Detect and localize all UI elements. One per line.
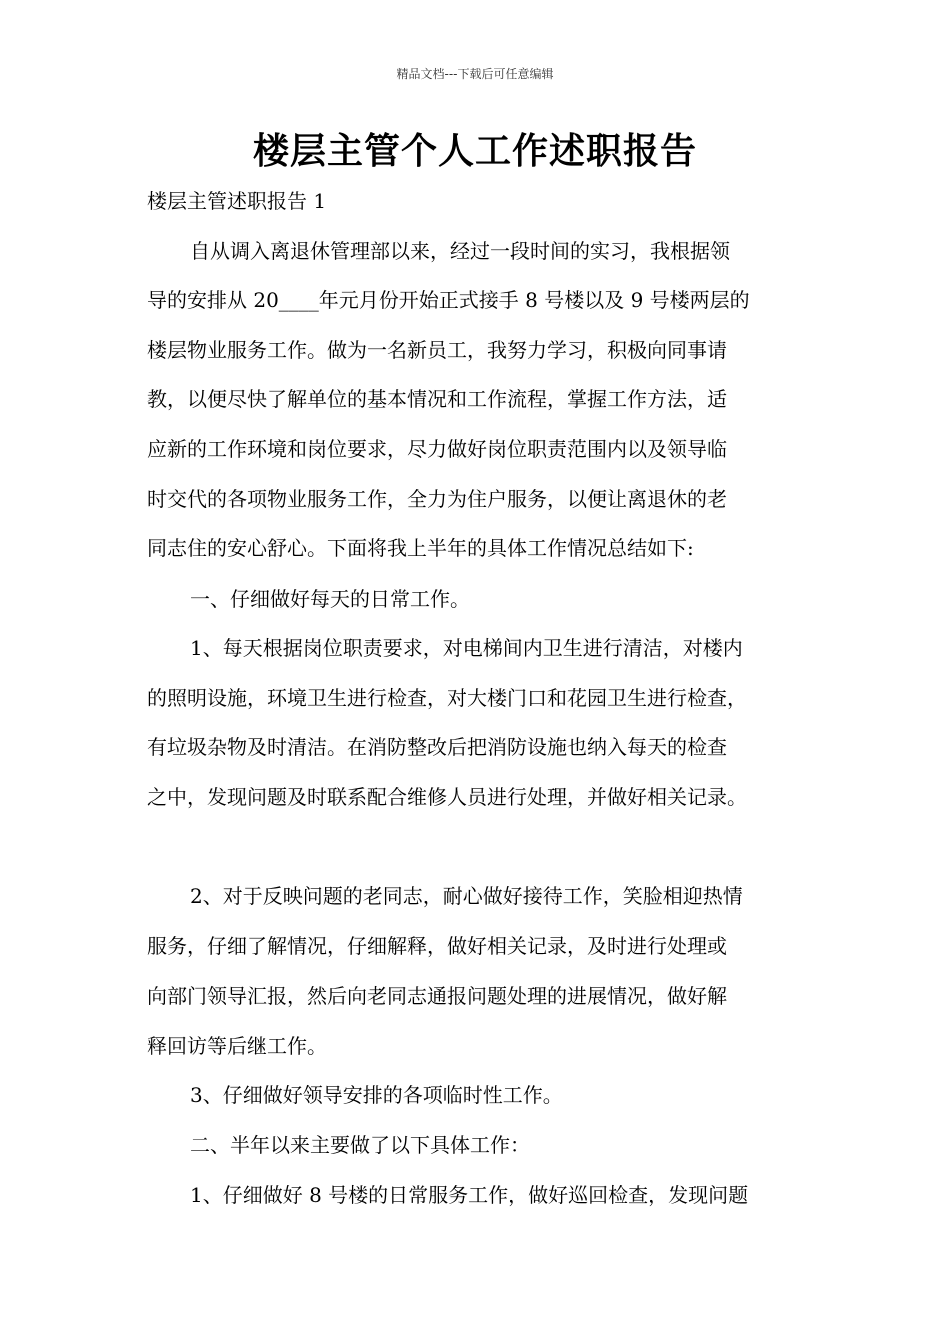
document-subtitle: 楼层主管述职报告 1 xyxy=(147,189,327,213)
paragraph-line: 楼层物业服务工作。做为一名新员工，我努力学习，积极向同事请 xyxy=(147,338,727,362)
paragraph-line: 自从调入离退休管理部以来，经过一段时间的实习，我根据领 xyxy=(190,239,730,263)
paragraph-line: 有垃圾杂物及时清洁。在消防整改后把消防设施也纳入每天的检查 xyxy=(147,735,727,759)
paragraph-line: 向部门领导汇报，然后向老同志通报问题处理的进展情况，做好解 xyxy=(147,984,727,1008)
paragraph-line: 同志住的安心舒心。下面将我上半年的具体工作情况总结如下: xyxy=(147,536,694,560)
paragraph-line: 服务，仔细了解情况，仔细解释，做好相关记录，及时进行处理或 xyxy=(147,934,727,958)
paragraph-line: 时交代的各项物业服务工作，全力为住户服务，以便让离退休的老 xyxy=(147,487,727,511)
paragraph-line: 应新的工作环境和岗位要求，尽力做好岗位职责范围内以及领导临 xyxy=(147,437,727,461)
document-title: 楼层主管个人工作述职报告 xyxy=(252,131,697,172)
paragraph-line: 3、仔细做好领导安排的各项临时性工作。 xyxy=(190,1083,563,1107)
paragraph-line: 2、对于反映问题的老同志，耐心做好接待工作，笑脸相迎热情 xyxy=(190,884,743,908)
section-heading: 一、仔细做好每天的日常工作。 xyxy=(190,587,470,611)
paragraph-line: 的照明设施，环境卫生进行检查，对大楼门口和花园卫生进行检查， xyxy=(147,686,747,710)
paragraph-line: 1、仔细做好 8 号楼的日常服务工作，做好巡回检查，发现问题 xyxy=(190,1183,749,1207)
page-header: 精品文档---下载后可任意编辑 xyxy=(396,67,554,81)
section-heading: 二、半年以来主要做了以下具体工作： xyxy=(190,1133,530,1157)
paragraph-line: 1、每天根据岗位职责要求，对电梯间内卫生进行清洁，对楼内 xyxy=(190,636,743,660)
paragraph-line: 导的安排从 20____年元月份开始正式接手 8 号楼以及 9 号楼两层的 xyxy=(147,288,750,312)
paragraph-line: 释回访等后继工作。 xyxy=(147,1034,327,1058)
paragraph-line: 教，以便尽快了解单位的基本情况和工作流程，掌握工作方法，适 xyxy=(147,387,727,411)
paragraph-line: 之中，发现问题及时联系配合维修人员进行处理，并做好相关记录。 xyxy=(147,785,747,809)
